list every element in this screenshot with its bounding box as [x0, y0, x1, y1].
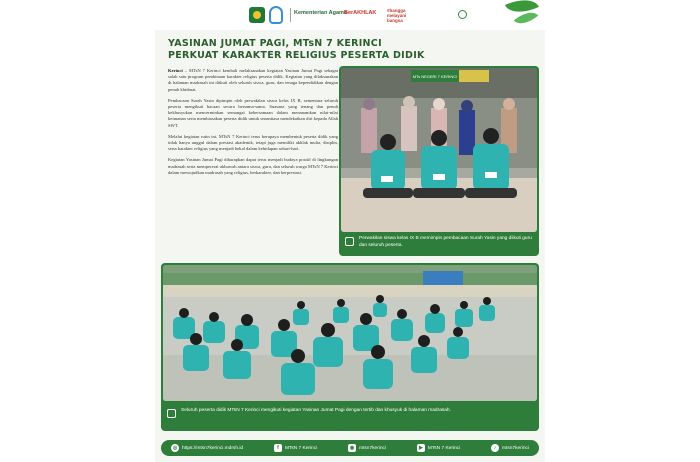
brand-berakhlak: BerAKHLAK — [344, 10, 377, 16]
paragraph-1-text: – MTsN 7 Kerinci kembali melaksanakan kegiatan Yasinan Jumat Pagi sebagai salah satu program pembinaan karakter religius peserta didik. Kegiatan yang dilaksanakan di halaman madrasah ini diikuti oleh seluruh siswa, guru, dan tenaga kependidikan dengan penuh khidmat. — [168, 68, 338, 92]
header-bar — [155, 0, 545, 30]
instagram-icon: ◉ — [349, 445, 355, 451]
poster — [155, 0, 545, 462]
photo-2-caption — [161, 401, 539, 431]
footer-instagram[interactable] — [348, 444, 386, 452]
footer-bar — [161, 440, 539, 456]
footer-website[interactable] — [171, 444, 243, 452]
lead-name: Kerinci — [168, 68, 183, 73]
photo-1 — [341, 68, 537, 232]
facebook-link[interactable]: MTsN 7 Kerinci — [284, 445, 318, 451]
kemenag-logo-icon — [249, 7, 265, 23]
photo-2 — [163, 265, 537, 401]
brand-bangga: #bangga melayani bangsa — [387, 8, 407, 23]
photo-1-image — [341, 68, 537, 232]
footer-facebook[interactable] — [274, 444, 317, 452]
paragraph-2: Pembacaan Surah Yasin dipimpin oleh perwakilan siswa kelas IX B, sementara seluruh peserta mengikuti bacaan secara bersama-sama. Suasana yang tenang dan penuh kekhusyukan mencerminkan semangat kebersamaan dalam menanamkan nilai-nilai keimanan serta membiasakan peserta didik untuk senantiasa mendekatkan diri kepada Allah SWT. — [168, 97, 338, 128]
title-line-2: PERKUAT KARAKTER RELIGIUS PESERTA DIDIK — [168, 50, 425, 61]
youtube-icon: ▶ — [417, 444, 425, 452]
tiktok-link[interactable]: mtsn7kerinci — [502, 445, 529, 451]
paragraph-1 — [168, 68, 338, 93]
footer-tiktok[interactable] — [491, 444, 529, 452]
youtube-link[interactable]: MTsN 7 Kerinci — [427, 445, 461, 451]
photo-2-caption-text: Seluruh peserta didik MTsN 7 Kerinci mengikuti kegiatan Yasinan Jumat Pagi dengan tertib dan khusyuk di halaman madrasah. — [181, 408, 451, 413]
tiktok-icon: ♪ — [491, 444, 499, 452]
divider — [290, 8, 291, 22]
photo-card-2 — [161, 263, 539, 431]
circle-decoration-icon — [458, 10, 467, 19]
image-icon — [167, 409, 176, 418]
globe-icon: ◎ — [172, 445, 178, 451]
brand-kemenag: Kementerian Agama — [294, 10, 347, 16]
photo-1-caption-text: Perwakilan siswa kelas IX B memimpin pembacaan Surah Yasin yang diikuti guru dan seluruh peserta. — [359, 236, 532, 248]
image-icon — [345, 237, 354, 246]
paragraph-3: Melalui kegiatan rutin ini, MTsN 7 Kerinci terus berupaya membentuk peserta didik yang tidak hanya unggul dalam prestasi akademik, tetapi juga memiliki akhlak mulia, disiplin, serta karakter religius yang menjadi bekal dalam kehidupan sehari-hari. — [168, 133, 338, 152]
paragraph-4: Kegiatan Yasinan Jumat Pagi diharapkan dapat terus menjadi budaya positif di lingkungan madrasah serta mempererat ukhuwah antara siswa, guru, dan seluruh warga MTsN 7 Kerinci dalam mewujudkan madrasah yang religius, berkarakter, dan berprestasi. — [168, 157, 339, 175]
article-body — [168, 68, 338, 181]
madrasah-logo-icon — [269, 6, 283, 24]
title-line-1: YASINAN JUMAT PAGI, MTsN 7 KERINCI — [168, 38, 382, 49]
facebook-icon: f — [274, 444, 282, 452]
photo-1-caption — [339, 232, 539, 256]
instagram-link[interactable]: mtsn7kerinci — [359, 445, 387, 451]
banner-text: MTs NEGERI 7 KERINCI — [412, 74, 458, 79]
photo-card-1 — [339, 66, 539, 256]
article-title — [168, 38, 425, 62]
website-link[interactable]: https://mtsn7kerinci.mdrsh.id — [182, 445, 244, 451]
footer-youtube[interactable] — [417, 444, 460, 452]
photo-2-image — [163, 265, 537, 401]
